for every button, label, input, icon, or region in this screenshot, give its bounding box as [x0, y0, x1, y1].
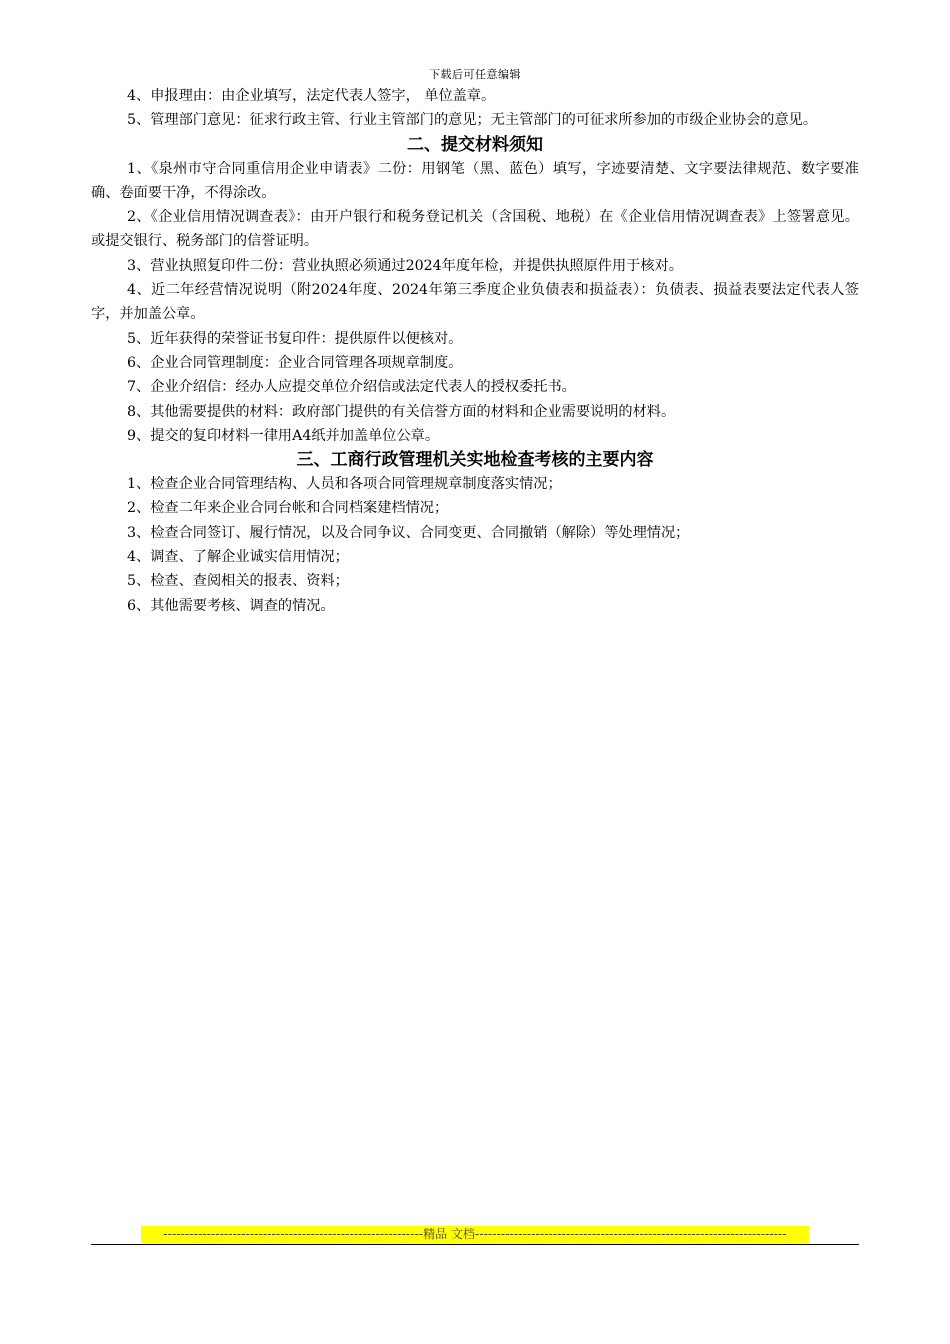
list-item: 2、检查二年来企业合同台帐和合同档案建档情况；	[127, 500, 449, 517]
list-item: 5、近年获得的荣誉证书复印件：提供原件以便核对。	[127, 330, 463, 347]
list-item: 6、其他需要考核、调查的情况。	[127, 597, 335, 614]
list-item: 5、检查、查阅相关的报表、资料；	[127, 573, 349, 590]
section-title: 三、工商行政管理机关实地检查考核的主要内容	[296, 450, 654, 471]
section-title: 二、提交材料须知	[407, 134, 543, 155]
list-item: 4、近二年经营情况说明（附2024年度、2024年第三季度企业负债表和损益表）：负债表、损益表要法定代表人签字，并加盖公章。	[91, 282, 859, 323]
list-item: 3、营业执照复印件二份：营业执照必须通过2024年度年检，并提供执照原件用于核对。	[127, 257, 683, 274]
list-item: 1、检查企业合同管理结构、人员和各项合同管理规章制度落实情况；	[127, 476, 562, 493]
list-item: 7、企业介绍信：经办人应提交单位介绍信或法定代表人的授权委托书。	[127, 379, 576, 396]
list-item: 3、检查合同签订、履行情况，以及合同争议、合同变更、合同撤销（解除）等处理情况；	[127, 524, 690, 541]
list-item: 4、申报理由：由企业填写，法定代表人签字， 单位盖章。	[127, 88, 496, 104]
list-item: 4、调查、了解企业诚实信用情况；	[127, 549, 349, 566]
list-item: 2、《企业信用情况调查表》：由开户银行和税务登记机关（含国税、地税）在《企业信用情况调查表》上签署意见。或提交银行、税务部门的信誉证明。	[91, 209, 859, 250]
page-header-note: 下载后可任意编辑	[429, 68, 521, 81]
footer-divider	[91, 1244, 859, 1245]
list-item: 8、其他需要提供的材料：政府部门提供的有关信誉方面的材料和企业需要说明的材料。	[127, 403, 676, 420]
list-item: 1、《泉州市守合同重信用企业申请表》二份：用钢笔（黑、蓝色）填写，字迹要清楚、文字要法律规范、数字要准确、卷面要干净，不得涂改。	[91, 160, 859, 201]
footer-watermark-band: ------------------------------------------------------------精品 文档------------------------------------------------------------------------	[141, 1226, 809, 1243]
document-body	[91, 84, 859, 618]
list-item: 5、管理部门意见：征求行政主管、行业主管部门的意见；无主管部门的可征求所参加的市级企业协会的意见。	[127, 112, 818, 129]
list-item: 6、企业合同管理制度：企业合同管理各项规章制度。	[127, 354, 463, 371]
list-item: 9、提交的复印材料一律用A4纸并加盖单位公章。	[127, 427, 440, 444]
